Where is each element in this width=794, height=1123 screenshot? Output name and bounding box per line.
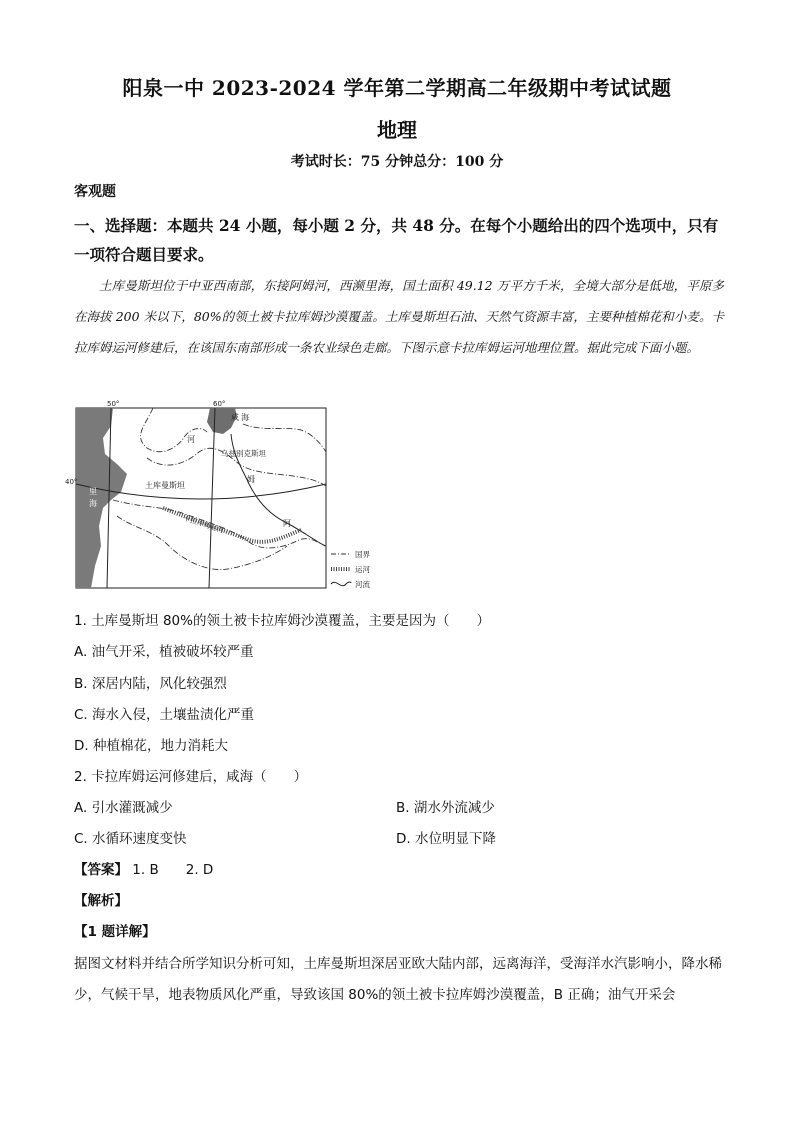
question-1-option-b[interactable]: B. 深居内陆，风化较强烈 — [74, 676, 227, 692]
reading-passage: 土库曼斯坦位于中亚西南部，东接阿姆河，西濒里海，国土面积 49.12 万平方千米，全境大部分是低地，平原多在海拔 200 米以下，80%的领土被卡拉库姆沙漠覆盖。土库曼斯坦石油、天然气资源丰富，主要种植棉花和小麦。卡拉库姆运河修建后，在该国东南部形成一条农业绿色走廊。下图示意卡拉库姆运河地理位置。据此完成下面小题。 — [74, 278, 724, 355]
question-2-option-b[interactable]: B. 湖水外流减少 — [396, 800, 495, 816]
label-turkmenistan: 土库曼斯坦 — [145, 481, 185, 490]
answer-text: 1. B 2. D — [132, 862, 214, 878]
question-2-option-d[interactable]: D. 水位明显下降 — [396, 831, 496, 847]
subject-title: 地理 — [377, 118, 417, 142]
legend-river: 河流 — [355, 580, 370, 589]
section-label: 客观题 — [74, 184, 116, 200]
question-2-option-a[interactable]: A. 引水灌溉减少 — [74, 800, 173, 816]
label-mu: 姆 — [247, 475, 255, 484]
legend-border: 国界 — [355, 550, 370, 559]
exam-info: 考试时长：75 分钟总分：100 分 — [290, 154, 504, 170]
label-xianhai-2: 海 — [241, 413, 249, 422]
question-2-option-c[interactable]: C. 水循环速度变快 — [74, 831, 187, 847]
question-1-option-d[interactable]: D. 种植棉花，地力消耗大 — [74, 738, 228, 754]
explanation-text: 据图文材料并结合所学知识分析可知，土库曼斯坦深居亚欧大陆内部，远离海洋，受海洋水汽影响小，降水稀少，气候干旱，地表物质风化严重，导致该国 80%的领土被卡拉库姆沙漠覆盖，B 正确；油气开采会 — [74, 956, 722, 1003]
label-lon-60: 60° — [213, 400, 226, 408]
section-heading: 一、选择题：本题共 24 小题，每小题 2 分，共 48 分。在每个小题给出的四个选项中，只有一项符合题目要求。 — [74, 216, 719, 264]
legend-canal: 运河 — [355, 565, 370, 574]
answer-tag: 【答案】 — [74, 862, 128, 878]
label-lon-50: 50° — [107, 400, 120, 408]
label-lihai-1: 里 — [89, 487, 97, 496]
map-legend — [331, 550, 370, 589]
question-2-stem: 2. 卡拉库姆运河修建后，咸海（ ） — [74, 769, 308, 785]
label-a: 阿 — [283, 519, 291, 528]
karakum-canal-map — [65, 396, 393, 592]
detail-tag: 【1 题详解】 — [74, 924, 156, 940]
label-canal: 卡拉库姆运河 — [182, 514, 225, 535]
label-xianhai-1: 咸 — [231, 413, 239, 422]
answer-row — [74, 858, 213, 878]
label-lihai-2: 海 — [89, 499, 97, 508]
label-lat-40: 40° — [65, 478, 78, 486]
page-title: 阳泉一中 2023-2024 学年第二学期高二年级期中考试试题 — [122, 76, 672, 100]
question-1-stem: 1. 土库曼斯坦 80%的领土被卡拉库姆沙漠覆盖，主要是因为（ ） — [74, 613, 490, 629]
label-uzbekistan: 乌兹别克斯坦 — [221, 449, 266, 458]
analysis-tag: 【解析】 — [74, 893, 128, 909]
label-he: 河 — [187, 435, 195, 444]
question-1-option-c[interactable]: C. 海水入侵，土壤盐渍化严重 — [74, 707, 255, 723]
question-1-option-a[interactable]: A. 油气开采，植被破坏较严重 — [74, 644, 254, 660]
